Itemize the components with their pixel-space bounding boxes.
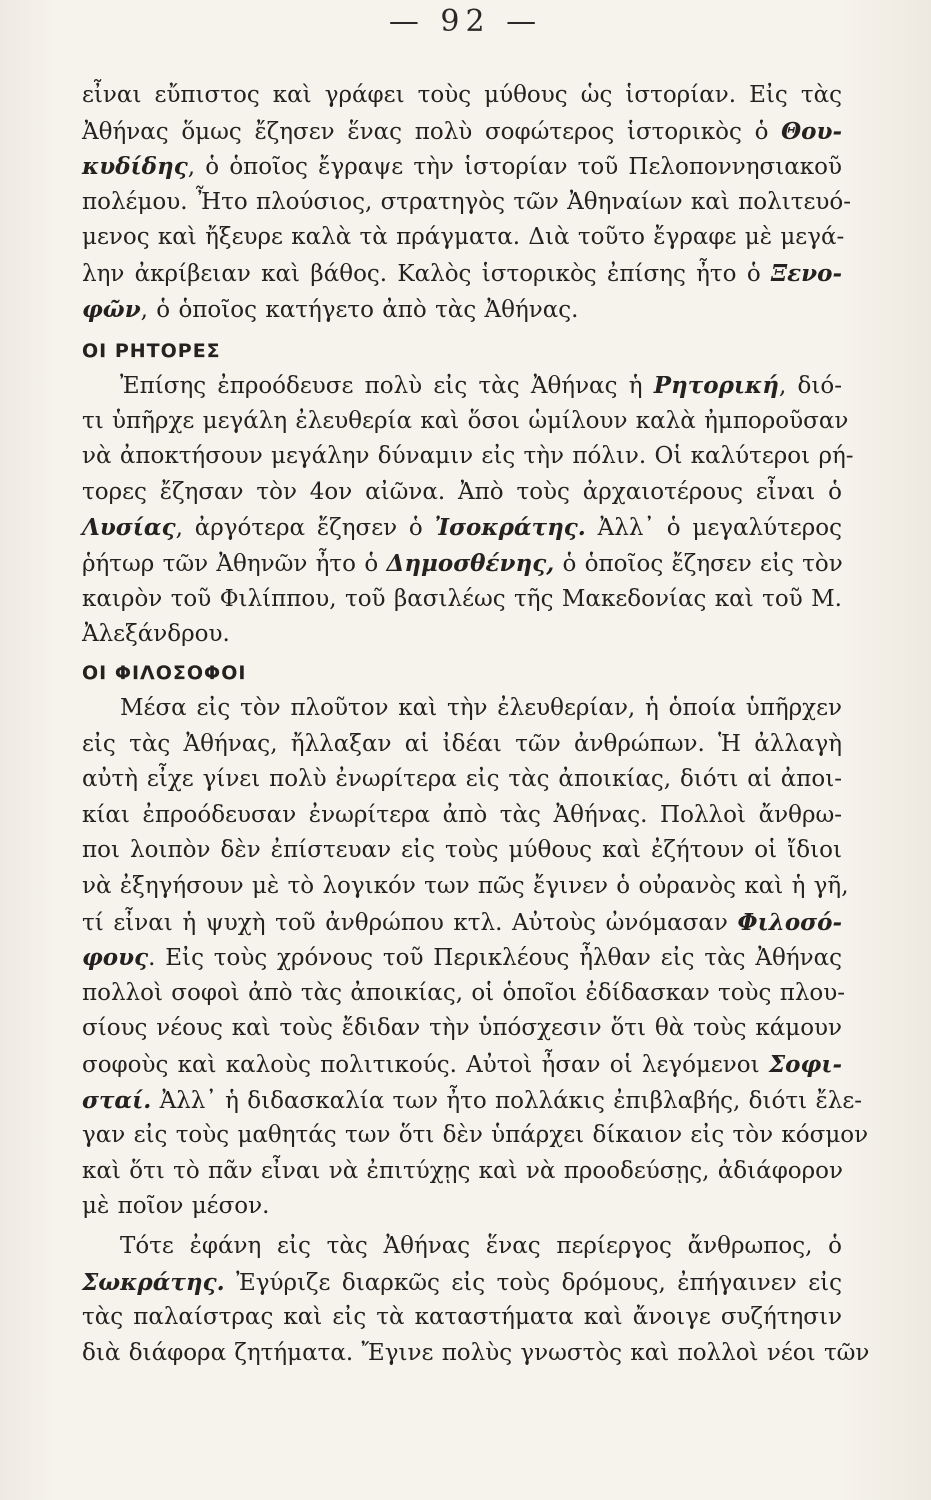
text-line: Σωκράτης. Ἐγύριζε διαρκῶς εἰς τοὺς δρόμους, ἐπήγαινεν εἰς bbox=[82, 1268, 843, 1296]
text-line: τὰς παλαίστρας καὶ εἰς τὰ καταστήματα καὶ ἄνοιγε συζήτησιν bbox=[82, 1304, 842, 1331]
text-line: αὐτὴ εἶχε γίνει πολὺ ἐνωρίτερα εἰς τὰς ἀποικίας, διότι αἱ ἀποι- bbox=[82, 766, 842, 793]
term-sophists: Σοφι- bbox=[768, 1050, 843, 1078]
paragraph-socrates bbox=[82, 1229, 870, 1371]
text-line: γαν εἰς τοὺς μαθητάς των ὅτι δὲν ὑπάρχει δίκαιον εἰς τὸν κόσμον bbox=[82, 1122, 869, 1149]
text-line: φους. Εἰς τοὺς χρόνους τοῦ Περικλέους ἦλθαν εἰς τὰς Ἀθήνας bbox=[82, 944, 842, 972]
text-line: Ἀλεξάνδρου. bbox=[82, 621, 230, 648]
text-line: Τότε ἐφάνη εἰς τὰς Ἀθήνας ἕνας περίεργος ἄνθρωπος, ὁ bbox=[120, 1233, 842, 1259]
text-line: νὰ ἐξηγήσουν μὲ τὸ λογικόν των πῶς ἔγινεν ὁ οὐρανὸς καὶ ἡ γῆ, bbox=[82, 872, 849, 899]
text-line: Ἀθήνας ὅμως ἔζησεν ἕνας πολὺ σοφώτερος ἱστορικὸς ὁ Θου- bbox=[82, 117, 843, 145]
paragraph-philosophers bbox=[82, 691, 869, 1225]
text-line: σοφοὺς καὶ καλοὺς πολιτικούς. Αὐτοὶ ἦσαν οἱ λεγόμενοι Σοφι- bbox=[82, 1050, 843, 1078]
name-demosthenes: Δημοσθένης, bbox=[386, 549, 555, 577]
text-line: πολέμου. Ἦτο πλούσιος, στρατηγὸς τῶν Ἀθηναίων καὶ πολιτευό- bbox=[82, 188, 851, 215]
term-philosophers: Φιλοσό- bbox=[737, 908, 843, 936]
text-line: μὲ ποῖον μέσον. bbox=[82, 1193, 270, 1220]
text-line: εἶναι εὔπιστος καὶ γράφει τοὺς μύθους ὡς ἱστορίαν. Εἰς τὰς bbox=[82, 82, 842, 108]
term-rhetoric: Ρητορική bbox=[653, 372, 779, 399]
text-line: Ἐπίσης ἐπροόδευσε πολὺ εἰς τὰς Ἀθήνας ἡ Ρητορική, διό- bbox=[120, 372, 843, 399]
name-xenophon: Ξενο- bbox=[771, 259, 843, 287]
text-line: νὰ ἀποκτήσουν μεγάλην δύναμιν εἰς τὴν πόλιν. Οἱ καλύτεροι ρή- bbox=[82, 443, 854, 470]
section-heading-philosophers: ΟΙ ΦΙΛΟΣΟΦΟΙ bbox=[82, 662, 247, 684]
text-line: πολλοὶ σοφοὶ ἀπὸ τὰς ἀποικίας, οἱ ὁποῖοι ἐδίδασκαν τοὺς πλου- bbox=[82, 979, 846, 1006]
text-line: κίαι ἐπροόδευσαν ἐνωρίτερα ἀπὸ τὰς Ἀθήνας. Πολλοὶ ἄνθρω- bbox=[82, 801, 842, 828]
section-heading-orators: ΟΙ ΡΗΤΟΡΕΣ bbox=[82, 340, 221, 362]
text-line: τι ὑπῆρχε μεγάλη ἐλευθερία καὶ ὅσοι ὡμίλουν καλὰ ἠμποροῦσαν bbox=[82, 407, 849, 434]
page-number: — 92 — bbox=[388, 4, 543, 39]
text-line: μενος καὶ ἤξευρε καλὰ τὰ πράγματα. Διὰ τοῦτο ἔγραφε μὲ μεγά- bbox=[82, 224, 845, 251]
text-line: τορες ἔζησαν τὸν 4ον αἰῶνα. Ἀπὸ τοὺς ἀρχαιοτέρους εἶναι ὁ bbox=[82, 478, 842, 505]
name-lysias: Λυσίας bbox=[82, 514, 176, 542]
text-line: καὶ ὅτι τὸ πᾶν εἶναι νὰ ἐπιτύχῃς καὶ νὰ προοδεύσῃς, ἀδιάφορον bbox=[82, 1157, 844, 1184]
name-isocrates: Ἰσοκράτης. bbox=[434, 514, 586, 542]
text-line: ῥήτωρ τῶν Ἀθηνῶν ἦτο ὁ Δημοσθένης, ὁ ὁποῖος ἔζησεν εἰς τὸν bbox=[82, 549, 843, 577]
text-line: Λυσίας, ἀργότερα ἔζησεν ὁ Ἰσοκράτης. Ἀλλ᾽ ὁ μεγαλύτερος bbox=[82, 514, 843, 542]
text-line: λην ἀκρίβειαν καὶ βάθος. Καλὸς ἱστορικὸς ἐπίσης ἦτο ὁ Ξενο- bbox=[82, 259, 843, 287]
text-line: ποι λοιπὸν δὲν ἐπίστευαν εἰς τοὺς μύθους καὶ ἐζήτουν οἱ ἴδιοι bbox=[82, 837, 842, 864]
text-line: εἰς τὰς Ἀθήνας, ἤλλαξαν αἱ ἰδέαι τῶν ἀνθρώπων. Ἡ ἀλλαγὴ bbox=[82, 730, 842, 757]
paragraph-historians bbox=[82, 78, 851, 327]
text-line: σταί. Ἀλλ᾽ ἡ διδασκαλία των ἦτο πολλάκις ἐπιβλαβής, διότι ἔλε- bbox=[82, 1086, 863, 1114]
text-line: τί εἶναι ἡ ψυχὴ τοῦ ἀνθρώπου κτλ. Αὐτοὺς ὠνόμασαν Φιλοσό- bbox=[82, 908, 843, 936]
text-line: σίους νέους καὶ τοὺς ἔδιδαν τὴν ὑπόσχεσιν ὅτι θὰ τοὺς κάμουν bbox=[82, 1015, 842, 1042]
text-line: κυδίδης, ὁ ὁποῖος ἔγραψε τὴν ἱστορίαν τοῦ Πελοποννησιακοῦ bbox=[82, 153, 842, 181]
name-socrates: Σωκράτης. bbox=[82, 1268, 225, 1296]
paragraph-orators bbox=[82, 368, 854, 653]
text-line: διὰ διάφορα ζητήματα. Ἔγινε πολὺς γνωστὸς καὶ πολλοὶ νέοι τῶν bbox=[82, 1339, 870, 1366]
name-thucydides: Θου- bbox=[781, 117, 843, 145]
text-line: φῶν, ὁ ὁποῖος κατήγετο ἀπὸ τὰς Ἀθήνας. bbox=[82, 295, 579, 323]
text-line: καιρὸν τοῦ Φιλίππου, τοῦ βασιλέως τῆς Μακεδονίας καὶ τοῦ Μ. bbox=[82, 585, 842, 612]
text-line: Μέσα εἰς τὸν πλοῦτον καὶ τὴν ἐλευθερίαν, ἡ ὁποία ὑπῆρχεν bbox=[120, 695, 842, 721]
